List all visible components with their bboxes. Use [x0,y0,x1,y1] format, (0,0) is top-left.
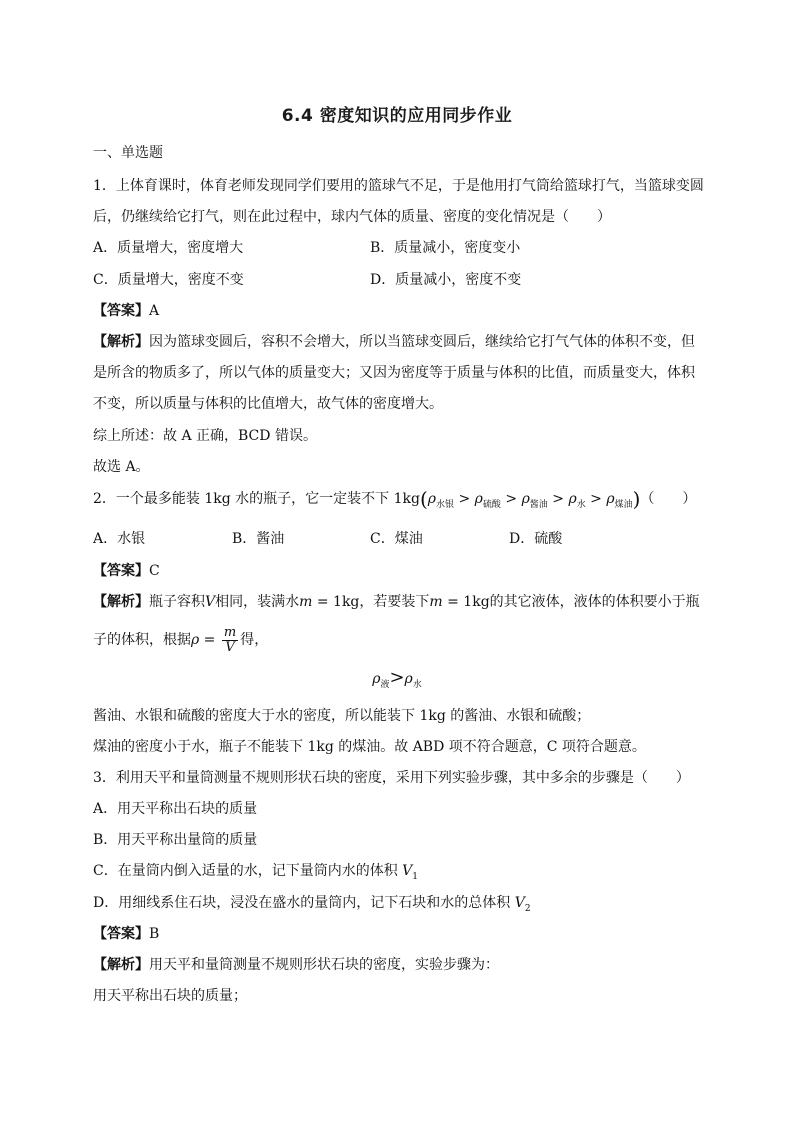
q2-option-b: B．酱油 [232,531,285,547]
q1-summary: 综上所述：故 A 正确，BCD 错误。 [93,428,317,444]
rho-symbol: ρ [606,491,615,507]
rho-symbol: ρ [521,491,530,507]
analysis-label: 【解析】 [93,957,149,973]
q1-choose: 故选 A。 [93,459,150,475]
analysis-label: 【解析】 [93,334,149,350]
rho-symbol: ρ [372,671,381,687]
answer-value: A [149,303,160,319]
q2-analysis-line4: 煤油的密度小于水，瓶子不能装下 1kg 的煤油。故 ABD 项不符合题意，C 项符合题意。 [93,739,646,755]
gt-sign: > [505,491,518,507]
q1-analysis-line1 [93,332,695,352]
q3-analysis-line1 [93,955,499,975]
q2-analysis-line3: 酱油、水银和硫酸的密度大于水的密度，所以能装下 1kg 的酱油、水银和硫酸； [93,708,591,724]
equation-text: = 1kg [312,594,360,610]
q3-answer [93,924,159,944]
option-text: C．在量筒内倒入适量的水，记下量筒内水的体积 [93,863,398,879]
fraction-numerator: m [223,624,237,640]
section-heading: 一、单选题 [93,145,163,161]
option-text: D．用细线系住石块，浸没在盛水的量筒内，记下石块和水的总体积 [93,895,511,911]
q3-option-a: A．用天平称出石块的质量 [93,801,258,817]
analysis-text: 的其它液体，液体的体积要小于瓶 [489,594,700,610]
q2-stem: 2．一个最多能装 1kg 水的瓶子，它一定装不下 $1kg(\rho_{水银} > \rho_{硫酸} > \rho_{酱油} > \rho_水 > \rho_{煤油})$（ ） [93,487,697,511]
rho-sub: 水 [576,500,586,510]
q3-option-d [93,893,531,919]
rho-sub: 煤油 [614,500,633,510]
q1-option-a: A．质量增大，密度增大 [93,240,244,256]
analysis-text: 相同，装满水 [215,594,300,610]
q2-option-d: D．硫酸 [509,531,563,547]
q1-stem-line1: 1．上体育课时，体育老师发现同学们要用的篮球气不足，于是他用打气筒给篮球打气，当篮球变圆 [93,178,704,194]
rho-sub: 水银 [436,500,455,510]
density-comparison-formula [0,667,794,696]
analysis-text: 用天平和量筒测量不规则形状石块的密度，实验步骤为： [149,957,499,973]
answer-value: B [149,926,160,942]
q3-option-c [93,861,418,887]
rho-sub: 水 [412,680,422,690]
answer-label: 【答案】 [93,926,149,942]
rho-symbol: ρ [568,491,577,507]
gt-sign: > [389,667,405,688]
var-v: V [205,594,216,610]
q2-answer [93,561,160,581]
analysis-text: ，若要装下 [359,594,430,610]
q2-option-a: A．水银 [93,531,146,547]
q1-option-b: B．质量减小，密度变小 [370,240,521,256]
var-v: V [514,895,525,911]
rho-symbol: ρ [404,671,413,687]
analysis-text: 瓶子容积 [149,594,205,610]
fraction-denominator: V [225,639,235,655]
q3-analysis-line2: 用天平称出石块的质量； [93,988,247,1004]
q1-analysis-line2: 是所含的物质多了，所以气体的质量变大；又因为密度等于质量与体积的比值，而质量变大，体积 [93,365,695,381]
rho-sub: 硫酸 [482,500,501,510]
rho-symbol: ρ [474,491,483,507]
page-title: 6.4 密度知识的应用同步作业 [281,106,513,126]
rho-sub: 酱油 [529,500,548,510]
answer-label: 【答案】 [93,303,149,319]
q1-stem-line2: 后，仍继续给它打气，则在此过程中，球内气体的质量、密度的变化情况是（ ） [93,209,611,225]
var-m: m [429,594,443,610]
answer-label: 【答案】 [93,563,149,579]
gt-sign: > [458,491,471,507]
q2-analysis-line2: 子的体积，根据ρ = $\frac{m}{V}$ 得， [93,624,269,655]
density-fraction [222,626,238,655]
analysis-text: 子的体积，根据 [93,632,191,648]
q3-option-b: B．用天平称出量筒的质量 [93,832,258,848]
rho-sub: 液 [380,680,390,690]
analysis-text: 得， [240,632,269,648]
q1-answer [93,301,159,321]
rho-symbol: ρ [427,491,437,507]
gt-sign: > [590,491,602,507]
q2-blank: （ ） [640,491,697,507]
answer-value: C [149,563,160,579]
q3-stem: 3．利用天平和量筒测量不规则形状石块的密度，采用下列实验步骤，其中多余的步骤是（ ） [93,770,690,786]
var-sub: 2 [524,904,531,914]
q1-option-c: C．质量增大，密度不变 [93,272,244,288]
var-m: m [299,594,313,610]
q2-option-c: C．煤油 [370,531,423,547]
var-v: V [402,863,413,879]
analysis-label: 【解析】 [93,594,149,610]
rho-symbol: ρ [191,632,200,648]
gt-sign: > [552,491,564,507]
q2-stem-text: 2．一个最多能装 1kg 水的瓶子，它一定装不下 1kg [93,491,420,507]
equation-text: = 1kg [442,594,490,610]
q2-analysis-line1 [93,592,700,612]
analysis-text: 因为篮球变圆后，容积不会增大，所以当篮球变圆后，继续给它打气气体的体积不变，但 [149,334,695,350]
q1-analysis-line3: 不变，所以质量与体积的比值增大，故气体的密度增大。 [93,396,443,412]
var-sub: 1 [412,872,419,882]
q1-option-d: D．质量减小，密度不变 [370,272,522,288]
